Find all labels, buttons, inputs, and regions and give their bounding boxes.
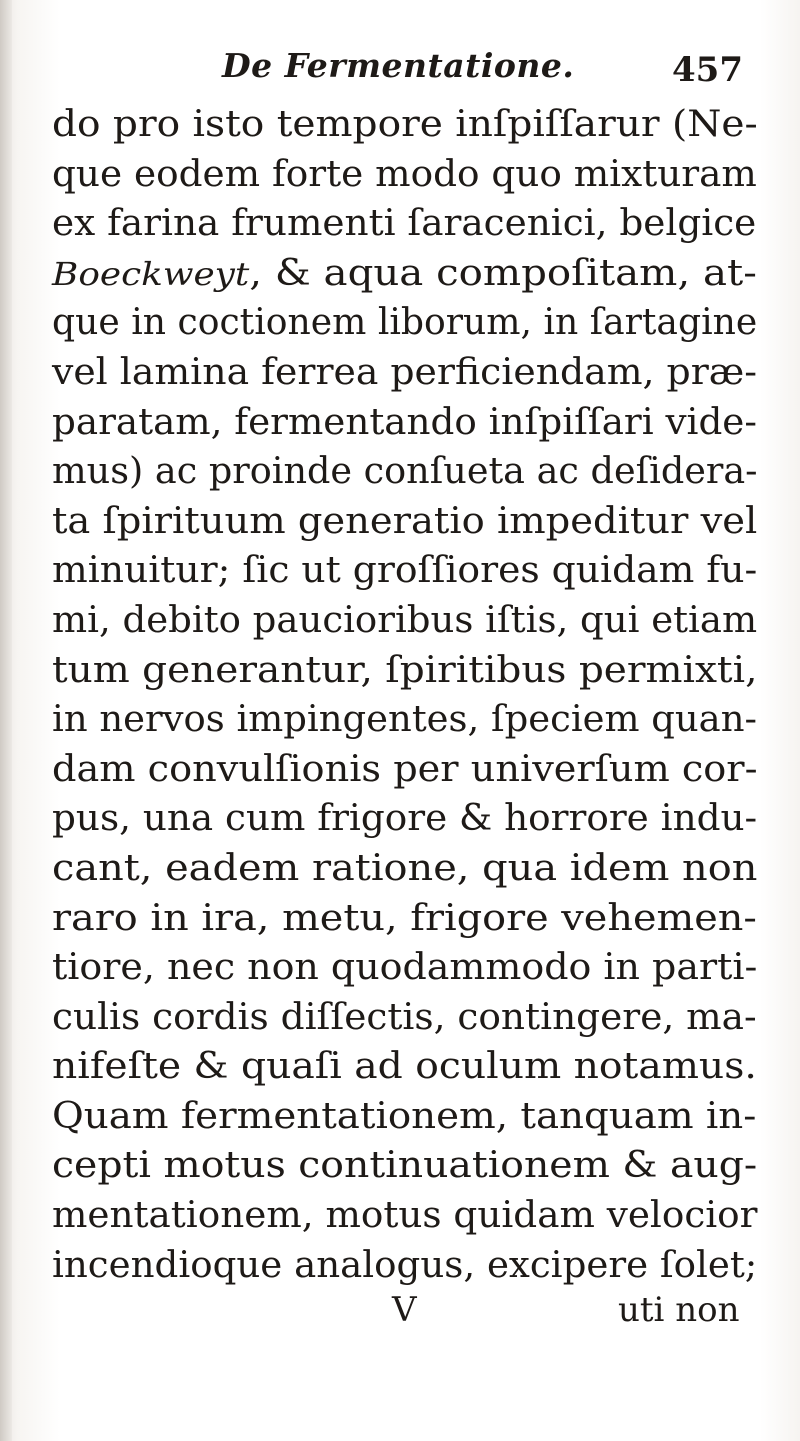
text-line: cant, eadem ratione, qua idem non [52,847,758,889]
text-line: culis cordis diſſectis, contingere, ma- [52,996,757,1038]
text-line: que in coctionem liborum, in ſartagine [52,302,758,344]
text-line: pus, una cum frigore & horrore indu- [52,798,758,840]
page-footer [52,1290,772,1340]
text-line: in nervos impingentes, ſpeciem quan- [52,699,757,741]
text-line: raro in ira, metu, frigore vehemen- [52,897,757,939]
text-line: tiore, nec non quodammodo in parti- [52,947,758,989]
text-line: mus) ac proinde conſueta ac deſidera- [52,451,758,493]
text-line: Quam fermentationem, tanquam in- [52,1095,757,1137]
running-head-title: De Fermentatione. [222,46,575,85]
text-line: ta ſpirituum generatio impeditur vel [52,500,758,542]
text-line: paratam, fermentando inſpiſſari vide- [52,401,757,443]
text-line: tum generantur, ſpiritibus permixti, [52,649,758,691]
text-line: mi, debito paucioribus iſtis, qui etiam [52,599,758,641]
text-line: dam convulſionis per univerſum cor- [52,748,758,790]
text-line: cepti motus continuationem & aug- [52,1145,758,1187]
text-line: incendioque analogus, excipere ſolet; [52,1244,758,1286]
text-line: minuitur; ſic ut groſſiores quidam fu- [52,550,758,592]
page-gutter-shadow [0,0,12,1441]
text-line: Boeckweyt, & aqua compoſitam, at- [52,252,757,294]
catchword: uti non [618,1290,740,1331]
page-number: 457 [672,50,743,90]
text-line: nifeſte & quaſi ad oculum notamus. [52,1046,757,1088]
text-line: mentationem, motus quidam velocior [52,1195,758,1237]
running-head [0,44,800,104]
text-line: do pro isto tempore inſpiſſarur (Ne- [52,104,758,145]
text-line: que eodem forte modo quo mixturam [52,153,757,195]
body-text [52,100,772,1340]
signature-mark: V [392,1290,417,1331]
text-line: vel lamina ferrea perficiendam, præ- [52,351,758,393]
text-line: ex farina frumenti ſaracenici, belgice [52,203,757,245]
italic-word: Boeckweyt [52,254,250,293]
